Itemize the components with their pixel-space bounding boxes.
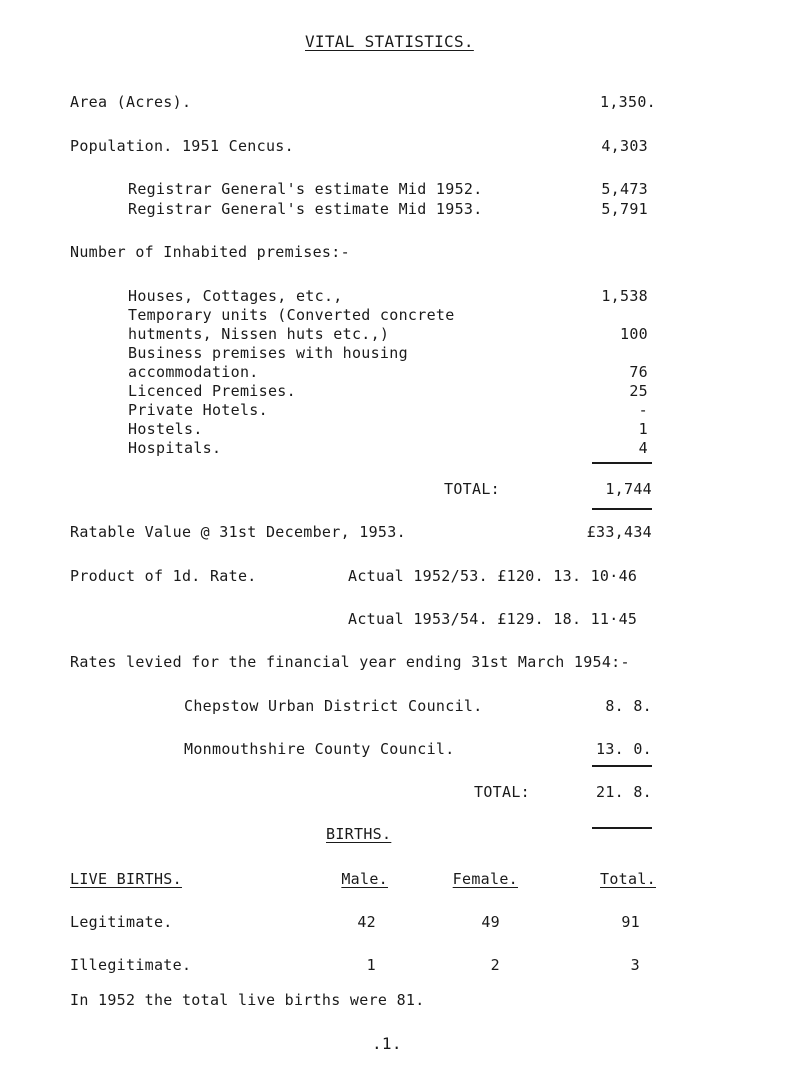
premises-total-label: TOTAL: xyxy=(444,480,500,498)
births-col-total: Total. xyxy=(600,870,656,888)
rates-monmouthshire-label: Monmouthshire County Council. xyxy=(184,740,455,758)
premises-licenced-label: Licenced Premises. xyxy=(128,382,296,400)
estimate-1953-value: 5,791 xyxy=(601,200,648,218)
page-title: VITAL STATISTICS. xyxy=(305,32,474,51)
area-label: Area (Acres). xyxy=(70,93,192,111)
births-note: In 1952 the total live births were 81. xyxy=(70,991,425,1009)
population-label: Population. 1951 Cencus. xyxy=(70,137,294,155)
births-row-legitimate-total: 91 xyxy=(621,913,640,931)
births-col-male: Male. xyxy=(341,870,388,888)
rates-total-rule xyxy=(592,765,652,767)
estimate-1952-label: Registrar General's estimate Mid 1952. xyxy=(128,180,483,198)
rates-total-label: TOTAL: xyxy=(474,783,530,801)
premises-hotels-label: Private Hotels. xyxy=(128,401,268,419)
estimate-1953-label: Registrar General's estimate Mid 1953. xyxy=(128,200,483,218)
premises-total-rule xyxy=(592,462,652,464)
births-row-illegitimate-label: Illegitimate. xyxy=(70,956,192,974)
product-rate-1953: Actual 1953/54. £129. 18. 11·45 xyxy=(348,610,638,628)
premises-hostels-value: 1 xyxy=(638,420,648,438)
rates-total-underline xyxy=(592,827,652,829)
births-row-illegitimate-female: 2 xyxy=(490,956,500,974)
rates-chepstow-label: Chepstow Urban District Council. xyxy=(184,697,483,715)
premises-licenced-value: 25 xyxy=(629,382,648,400)
births-row-legitimate-female: 49 xyxy=(481,913,500,931)
rateable-value-amount: £33,434 xyxy=(586,523,652,541)
premises-business-label-2: accommodation. xyxy=(128,363,259,381)
premises-hospitals-label: Hospitals. xyxy=(128,439,222,457)
premises-heading: Number of Inhabited premises:- xyxy=(70,243,350,261)
premises-temporary-label: Temporary units (Converted concrete xyxy=(128,306,455,324)
births-row-legitimate-label: Legitimate. xyxy=(70,913,173,931)
premises-business-value: 76 xyxy=(629,363,648,381)
premises-temporary-value: 100 xyxy=(620,325,648,343)
premises-total-underline xyxy=(592,508,652,510)
premises-business-label: Business premises with housing xyxy=(128,344,408,362)
live-births-heading: LIVE BIRTHS. xyxy=(70,870,182,888)
births-row-legitimate-male: 42 xyxy=(357,913,376,931)
product-rate-1952: Actual 1952/53. £120. 13. 10·46 xyxy=(348,567,638,585)
page-number: .1. xyxy=(372,1034,402,1053)
births-col-female: Female. xyxy=(452,870,518,888)
rates-monmouthshire-value: 13. 0. xyxy=(596,740,652,758)
rates-total-value: 21. 8. xyxy=(596,783,652,801)
premises-hotels-value: - xyxy=(638,401,648,419)
area-value: 1,350. xyxy=(600,93,656,111)
premises-total-value: 1,744 xyxy=(605,480,652,498)
premises-hospitals-value: 4 xyxy=(638,439,648,457)
population-value: 4,303 xyxy=(601,137,648,155)
premises-temporary-label-2: hutments, Nissen huts etc.,) xyxy=(128,325,390,343)
rates-heading: Rates levied for the financial year ending 31st March 1954:- xyxy=(70,653,630,671)
births-row-illegitimate-total: 3 xyxy=(630,956,640,974)
births-heading: BIRTHS. xyxy=(326,825,392,843)
premises-houses-label: Houses, Cottages, etc., xyxy=(128,287,343,305)
premises-hostels-label: Hostels. xyxy=(128,420,203,438)
estimate-1952-value: 5,473 xyxy=(601,180,648,198)
premises-houses-value: 1,538 xyxy=(601,287,648,305)
births-row-illegitimate-male: 1 xyxy=(366,956,376,974)
rates-chepstow-value: 8. 8. xyxy=(605,697,652,715)
rateable-value-label: Ratable Value @ 31st December, 1953. xyxy=(70,523,406,541)
product-rate-label: Product of 1d. Rate. xyxy=(70,567,257,585)
